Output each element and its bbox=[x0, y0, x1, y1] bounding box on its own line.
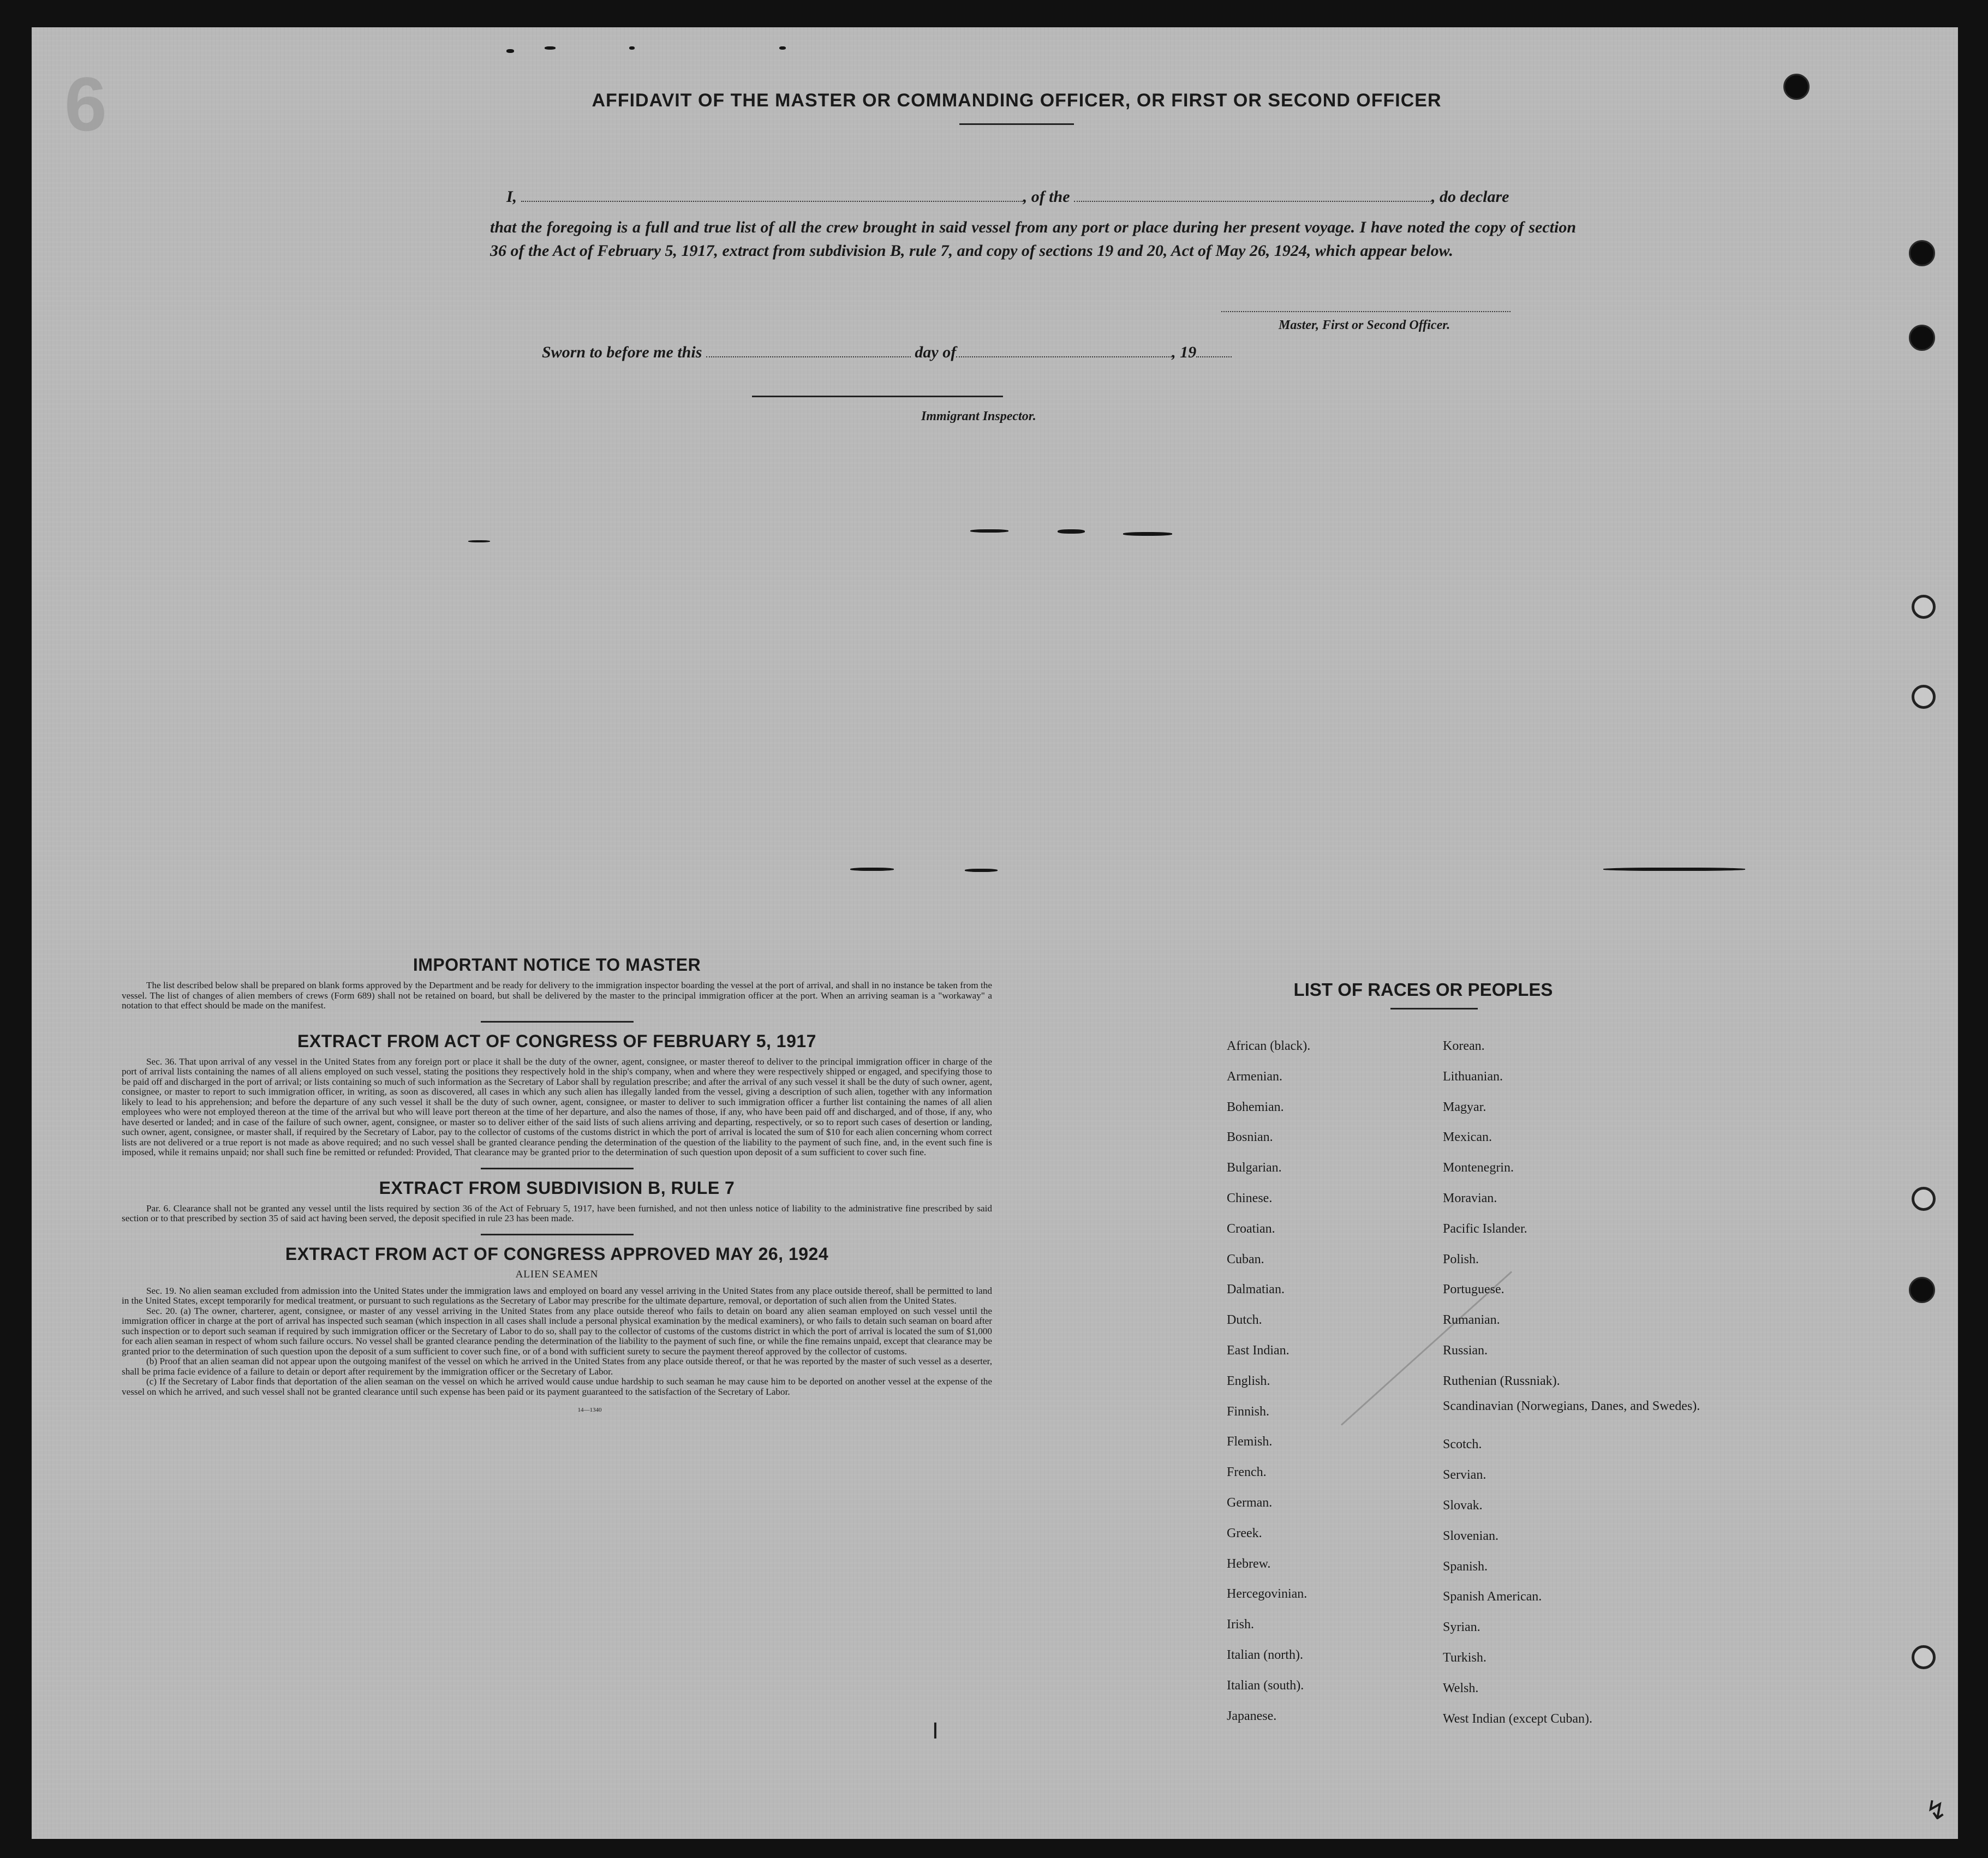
race-item: German. bbox=[1227, 1495, 1273, 1510]
race-item: Magyar. bbox=[1443, 1100, 1486, 1114]
race-item: Montenegrin. bbox=[1443, 1161, 1514, 1175]
extract-1924-sec-20b: (b) Proof that an alien seaman did not appear upon the outgoing manifest of the vessel on which he arrived in the United States from any place outside thereof, or that he was reported by the master of such vessel as a deserter, shall be prima facie evidence of a failure to detain or deport after requirement by the immigration officer or the Secretary of Labor. bbox=[122, 1356, 992, 1377]
divider bbox=[481, 1021, 634, 1023]
extract-1917-body bbox=[122, 1057, 992, 1158]
ink-speck bbox=[468, 540, 490, 542]
race-item: Croatian. bbox=[1227, 1221, 1275, 1236]
name-blank[interactable] bbox=[521, 186, 1023, 202]
race-item: Welsh. bbox=[1443, 1681, 1479, 1695]
document-sheet bbox=[32, 27, 1958, 1839]
inspector-signature-label: Immigrant Inspector. bbox=[921, 409, 1036, 423]
divider bbox=[1390, 1008, 1478, 1009]
race-item: Bohemian. bbox=[1227, 1100, 1284, 1114]
declaration-of-the: , of the bbox=[1023, 188, 1070, 206]
race-item: Servian. bbox=[1443, 1468, 1486, 1483]
race-item: Dalmatian. bbox=[1227, 1282, 1285, 1297]
punch-hole bbox=[1912, 1645, 1936, 1669]
race-item: Chinese. bbox=[1227, 1191, 1273, 1205]
race-item: Syrian. bbox=[1443, 1620, 1480, 1635]
ink-speck bbox=[1058, 529, 1085, 534]
punch-hole bbox=[1912, 1187, 1936, 1211]
punch-hole bbox=[1912, 685, 1936, 709]
punch-hole bbox=[1909, 325, 1935, 351]
ink-speck bbox=[1603, 868, 1745, 871]
declaration-line bbox=[506, 186, 1509, 206]
day-of-text: day of bbox=[915, 343, 957, 361]
declaration-do-declare: , do declare bbox=[1431, 188, 1509, 206]
year-text: , 19 bbox=[1172, 343, 1197, 361]
race-item: Scandinavian (Norwegians, Danes, and Swedes). bbox=[1443, 1399, 1700, 1413]
race-item: Greek. bbox=[1227, 1526, 1262, 1540]
punch-hole bbox=[1909, 1277, 1935, 1303]
race-item: Dutch. bbox=[1227, 1313, 1262, 1328]
divider bbox=[481, 1168, 634, 1169]
extract-1917-title: EXTRACT FROM ACT OF CONGRESS OF FEBRUARY 5, 1917 bbox=[297, 1031, 816, 1051]
race-item: Polish. bbox=[1443, 1252, 1479, 1266]
ink-speck bbox=[506, 49, 514, 53]
ink-speck bbox=[545, 46, 556, 50]
race-item: Scotch. bbox=[1443, 1437, 1482, 1452]
race-item: Hercegovinian. bbox=[1227, 1587, 1308, 1602]
divider bbox=[959, 123, 1074, 125]
race-item: Bulgarian. bbox=[1227, 1161, 1282, 1175]
sworn-month-blank[interactable] bbox=[956, 341, 1172, 357]
master-signature-line[interactable] bbox=[1221, 311, 1511, 312]
race-item: Spanish. bbox=[1443, 1559, 1488, 1574]
affidavit-title: AFFIDAVIT OF THE MASTER OR COMMANDING OFFICER, OR FIRST OR SECOND OFFICER bbox=[592, 90, 1442, 111]
affidavit-section bbox=[457, 90, 1576, 423]
race-item: English. bbox=[1227, 1373, 1270, 1388]
race-item: Russian. bbox=[1443, 1343, 1488, 1358]
affidavit-body: that the foregoing is a full and true list of all the crew brought in said vessel from any port or place during her present voyage. I have noted the copy of section 36 of the Act of February 5, 1917, extract from subdivision B, rule 7, and copy of sections 19 and 20, Act of May 26, 1924, which appear below. bbox=[490, 218, 1576, 260]
notices-column bbox=[122, 955, 992, 1413]
ink-speck bbox=[970, 529, 1008, 533]
race-item: Hebrew. bbox=[1227, 1556, 1271, 1571]
corner-number: 6 bbox=[64, 61, 107, 147]
race-item: Pacific Islander. bbox=[1443, 1221, 1527, 1236]
master-signature-label: Master, First or Second Officer. bbox=[1279, 318, 1450, 332]
race-item: Slovenian. bbox=[1443, 1528, 1499, 1543]
ink-speck bbox=[779, 46, 786, 50]
extract-1917-section-36: Sec. 36. That upon arrival of any vessel in the United States from any foreign port or place it shall be the duty of the owner, agent, consignee, or master thereof to deliver to the principal immigration officer in charge of the port of arrival lists containing the names of all aliens employed on such vessel, stating the positions they respectively hold in the ship's company, when and where they were respectively shipped or engaged, and specifying those to be paid off and discharged in the port of arrival; or lists containing so much of such information as the Secretary of Labor shall by regulation prescribe; and after the arrival of any such vessel it shall be the duty of such owner, agent, consignee, or master to report to such immigration officer, in writing, as soon as discovered, all cases in which any such alien has illegally landed from the vessel, giving a description of such alien, together with any information likely to lead to his apprehension; and before the departure of any such vessel it shall be the duty of such owner, agent, consignee, or master to deliver to such immigration officer a further list containing the names of all alien employees who were not employed thereon at the time of the arrival but who will leave port thereon at the time of her departure, and also the names of those, if any, who have been paid off and discharged, and of those, if any, who have deserted or landed; and in case of the failure of such owner, agent, consignee, or master so to deliver either of the said lists of such aliens arriving and departing, respectively, or so to report such cases of desertion or landing, such owner, agent, consignee, or master shall, if required by the Secretary of Labor, pay to the collector of customs of the customs district in which the port of arrival is located the sum of $10 for each alien concerning whom correct lists are not delivered or a true report is not made as above required; and no such vessel shall be granted clearance pending the determination of the question of the liability to the payment of such fine, and, in the event such fine is imposed, while it remains unpaid; nor shall such fine be remitted or refunded: Provided, That clearance may be granted prior to the determination of such question upon deposit of a sum sufficient to cover such fine. bbox=[122, 1056, 992, 1157]
punch-hole bbox=[1912, 595, 1936, 619]
race-item: Mexican. bbox=[1443, 1130, 1492, 1145]
race-item: Italian (north). bbox=[1227, 1647, 1303, 1662]
race-item: Bosnian. bbox=[1227, 1130, 1273, 1145]
race-item: Turkish. bbox=[1443, 1650, 1486, 1665]
sworn-line bbox=[542, 341, 1232, 362]
sworn-day-blank[interactable] bbox=[706, 341, 911, 357]
declaration-i: I, bbox=[506, 188, 517, 206]
race-item: Irish. bbox=[1227, 1617, 1254, 1632]
vessel-blank[interactable] bbox=[1074, 186, 1431, 202]
race-item: Cuban. bbox=[1227, 1252, 1264, 1266]
race-item: Italian (south). bbox=[1227, 1678, 1304, 1693]
extract-rule7-par-6: Par. 6. Clearance shall not be granted any vessel until the lists required by section 36 of the Act of February 5, 1917, have been furnished, and not then unless notice of liability to the administrative fine prescribed by said section or to that prescribed by section 35 of said act having been served, the deposit specified in rule 23 has been made. bbox=[122, 1203, 992, 1223]
ink-speck bbox=[629, 46, 635, 50]
notice-paragraph: The list described below shall be prepared on blank forms approved by the Department and be ready for delivery to the immigration inspector boarding the vessel at the port of arrival, and shall in no instance be taken from the vessel. The list of changes of alien members of crews (Form 689) shall not be retained on board, but shall be delivered by the master to the principal immigration officer at the port. When an arriving seaman is a "workaway" a notation to that effect should be made on the manifest. bbox=[122, 980, 992, 1011]
race-item: Flemish. bbox=[1227, 1435, 1273, 1449]
punch-hole bbox=[1909, 240, 1935, 266]
race-item: Korean. bbox=[1443, 1039, 1485, 1053]
extract-1924-title: EXTRACT FROM ACT OF CONGRESS APPROVED MAY 26, 1924 bbox=[285, 1244, 829, 1264]
race-item: Portuguese. bbox=[1443, 1282, 1505, 1297]
races-title: LIST OF RACES OR PEOPLES bbox=[1293, 979, 1553, 1000]
race-item: Spanish American. bbox=[1443, 1590, 1542, 1604]
alien-seamen-subheading: ALIEN SEAMEN bbox=[515, 1268, 599, 1280]
notice-body bbox=[122, 981, 992, 1011]
form-number: 14—1340 bbox=[577, 1407, 602, 1413]
race-item: West Indian (except Cuban). bbox=[1443, 1711, 1592, 1726]
race-item: Lithuanian. bbox=[1443, 1069, 1503, 1084]
inspector-signature-line[interactable] bbox=[752, 396, 1003, 397]
ink-speck bbox=[850, 868, 894, 871]
handwritten-mark: I bbox=[932, 1719, 939, 1744]
race-item: French. bbox=[1227, 1465, 1267, 1480]
race-item: Finnish. bbox=[1227, 1404, 1270, 1419]
races-left-column bbox=[1227, 1031, 1310, 1731]
notice-title: IMPORTANT NOTICE TO MASTER bbox=[413, 955, 701, 975]
ink-speck bbox=[1123, 532, 1172, 536]
sworn-year-blank[interactable] bbox=[1196, 341, 1232, 357]
race-item: Rumanian. bbox=[1443, 1313, 1500, 1328]
extract-1924-body bbox=[122, 1286, 992, 1397]
race-item: Moravian. bbox=[1443, 1191, 1497, 1205]
race-item: Japanese. bbox=[1227, 1708, 1277, 1723]
races-right-column bbox=[1443, 1031, 1700, 1734]
punch-hole-top bbox=[1783, 74, 1810, 100]
extract-1924-sec-19: Sec. 19. No alien seaman excluded from admission into the United States under the immigration laws and employed on board any vessel arriving in the United States from any place outside thereof, shall be permitted to land in the United States, except temporarily for medical treatment, or pursuant to such regulations as the Secretary of Labor may prescribe for the ultimate departure, removal, or deportation of such alien from the United States. bbox=[122, 1285, 992, 1306]
race-item: East Indian. bbox=[1227, 1343, 1289, 1358]
race-item: Ruthenian (Russniak). bbox=[1443, 1373, 1560, 1388]
sworn-text: Sworn to before me this bbox=[542, 343, 702, 361]
race-item: Armenian. bbox=[1227, 1069, 1282, 1084]
extract-rule7-title: EXTRACT FROM SUBDIVISION B, RULE 7 bbox=[379, 1178, 735, 1198]
ink-speck bbox=[965, 869, 998, 872]
race-item: African (black). bbox=[1227, 1039, 1311, 1053]
divider bbox=[481, 1234, 634, 1235]
extract-rule7-body bbox=[122, 1204, 992, 1224]
handwritten-mark: ↯ bbox=[1925, 1795, 1948, 1826]
extract-1924-sec-20c: (c) If the Secretary of Labor finds that deportation of the alien seaman on the vessel on which he arrived would cause undue hardship to such seaman he may cause him to be deported on another vessel at the expense of the vessel on which he arrived, and such vessel shall not be granted clearance until such expense has been paid or its payment guaranteed to the satisfaction of the Secretary of Labor. bbox=[122, 1376, 992, 1397]
race-item: Slovak. bbox=[1443, 1498, 1483, 1513]
extract-1924-sec-20a: Sec. 20. (a) The owner, charterer, agent, consignee, or master of any vessel arriving in the United States from any place outside thereof who fails to detain on board any alien seaman employed on such vessel until the immigration officer in charge at the port of arrival has inspected such seaman (which inspection in all cases shall include a personal physical examination by the medical examiners), or who fails to detain such seaman on board after such inspection or to deport such seaman if required by such immigration officer or the Secretary of Labor to do so, shall pay to the collector of customs of the customs district in which the port of arrival is located the sum of $1,000 for each alien seaman in respect of whom such failure occurs. No vessel shall be granted clearance pending the determination of the liability to the payment of such fine, or while the fine remains unpaid, except that clearance may be granted prior to the determination of such question upon the deposit of a sum sufficient to cover such fine, or of a bond with sufficient surety to secure the payment thereof approved by the collector of customs. bbox=[122, 1305, 992, 1357]
races-list bbox=[1227, 979, 1700, 1726]
